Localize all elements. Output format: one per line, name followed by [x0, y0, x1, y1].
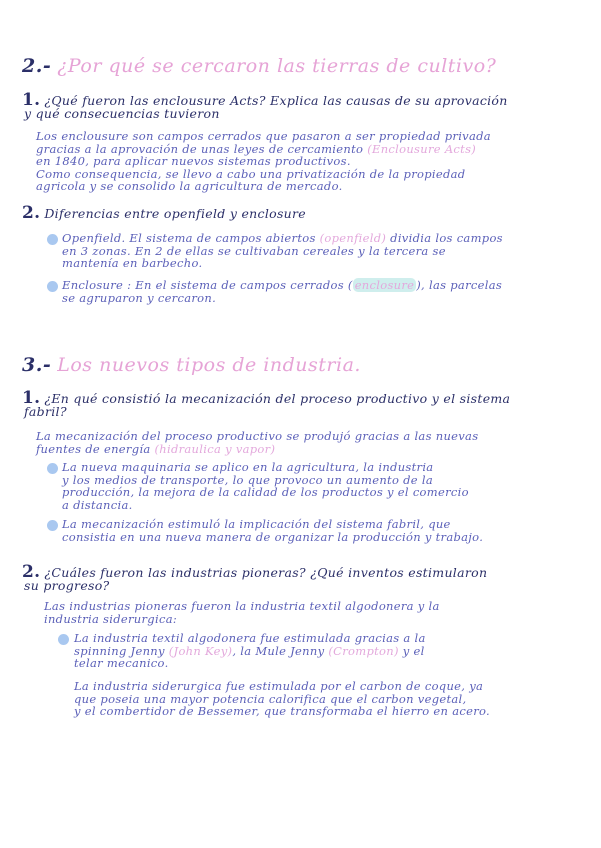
- note-enclosure-highlight: enclosure: [354, 278, 415, 292]
- answer-3-2-siderurgica: La industria siderurgica fue estimulada por el carbon de coque, ya que poseia una mayor potencia calorifica que el carbon vegetal, y el combertidor de Bessemer, que transformaba el hierro en acero.: [74, 679, 490, 718]
- section-3-title-text: Los nuevos tipos de industria.: [57, 354, 361, 376]
- question-3-2: [22, 562, 488, 593]
- term-enclosure: Enclosure :: [62, 278, 132, 292]
- question-3-2-line1: ¿Cuáles fueron las industrias pioneras? ¿Qué inventos estimularon: [44, 565, 488, 580]
- question-3-2-line2: su progreso?: [24, 578, 110, 593]
- bullet-dot: [47, 281, 58, 292]
- section-2-title-text: ¿Por qué se cercaron las tierras de cultivo?: [57, 55, 497, 77]
- answer-3-2-intro: Las industrias pioneras fueron la industria textil algodonera y la industria siderurgica:: [44, 599, 440, 626]
- section-2-number: 2.-: [22, 55, 52, 77]
- term-openfield: Openfield.: [62, 231, 126, 245]
- answer-3-1-bullet-2: La mecanización estimuló la implicación del sistema fabril, que consistia en una nueva manera de organizar la producción y trabajo.: [62, 517, 484, 544]
- answer-2-1-line: Como consequencia, se llevo a cabo una privatización de la propiedad: [36, 166, 466, 181]
- question-2-1-line1: ¿Qué fueron las enclousure Acts? Explica las causas de su aprovación: [44, 93, 508, 108]
- question-2-2: [22, 203, 306, 223]
- question-3-1: [22, 388, 511, 419]
- bullet-dot: [47, 234, 58, 245]
- section-3-number: 3.-: [22, 354, 52, 376]
- bullet-dot: [58, 634, 69, 645]
- question-3-2-number: 2.: [22, 562, 41, 582]
- question-2-1-number: 1.: [22, 90, 41, 110]
- answer-2-2-enclosure: Enclosure : En el sistema de campos cerrados ( enclosure ), las parcelas se agruparon y cercaron.: [62, 278, 503, 305]
- section-3-title: [22, 354, 361, 376]
- section-2-title: [22, 55, 496, 77]
- note-energy: (hidraulica y vapor): [154, 441, 276, 456]
- answer-3-1-bullet-1: La nueva maquinaria se aplico en la agricultura, la industria y los medios de transporte, lo que provoco un aumento de la producción, la mejora de la calidad de los productos y el comercio a distancia.: [62, 460, 469, 512]
- note-openfield: (openfield): [319, 231, 387, 245]
- question-2-1: [22, 90, 508, 121]
- note-crompton: (Crompton): [328, 643, 399, 658]
- bullet-dot: [47, 463, 58, 474]
- answer-2-1-line: gracias a la aprovación de unas leyes de cercamiento (Enclousure Acts): [36, 141, 477, 156]
- question-3-1-line2: fabril?: [24, 404, 67, 419]
- answer-2-1-line: agricola y se consolido la agricultura de mercado.: [36, 179, 343, 193]
- answer-2-1-line: en 1840, para aplicar nuevos sistemas productivos.: [36, 154, 351, 168]
- question-3-1-number: 1.: [22, 388, 41, 408]
- question-2-2-number: 2.: [22, 203, 41, 223]
- question-3-1-line1: ¿En qué consistió la mecanización del proceso productivo y el sistema: [44, 391, 511, 406]
- answer-2-1-line: Los enclousure son campos cerrados que pasaron a ser propiedad privada: [36, 129, 491, 143]
- bullet-dot: [47, 520, 58, 531]
- note-john-key: (John Key): [168, 643, 233, 658]
- answer-2-2-openfield: Openfield. El sistema de campos abiertos (openfield) dividia los campos en 3 zonas. En 2 de ellas se cultivaban cereales y la tercera se mantenía en barbecho.: [62, 231, 503, 270]
- answer-3-2-textil: La industria textil algodonera fue estimulada gracias a la spinning Jenny (John Key), la Mule Jenny (Crompton) y el telar mecanico.: [74, 631, 426, 670]
- question-2-2-line1: Diferencias entre openfield y enclosure: [44, 206, 306, 221]
- question-2-1-line2: y qué consecuencias tuvieron: [24, 106, 220, 121]
- answer-3-1-intro: La mecanización del proceso productivo se produjó gracias a las nuevas fuentes de energía (hidraulica y vapor): [36, 429, 479, 456]
- answer-2-1: [36, 130, 596, 193]
- answer-2-1-note: (Enclousure Acts): [367, 141, 477, 156]
